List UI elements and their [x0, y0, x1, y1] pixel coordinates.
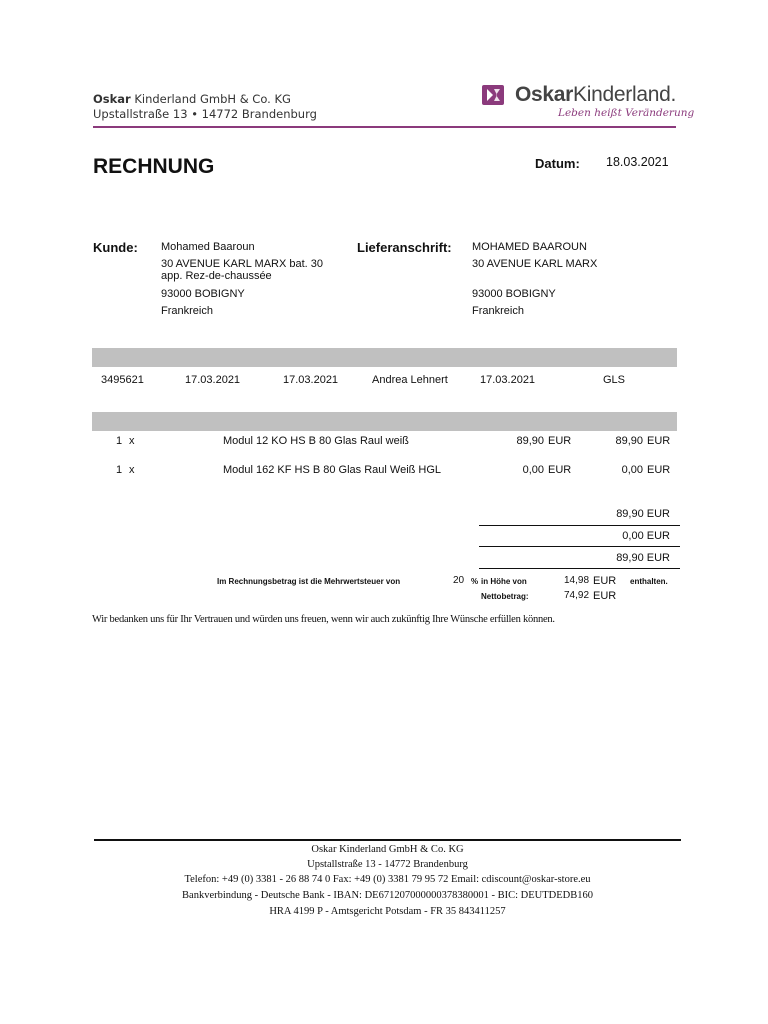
order-info-header-bar — [92, 348, 677, 367]
table-row — [0, 464, 768, 480]
footer-contact: Telefon: +49 (0) 3381 - 26 88 74 0 Fax: +49 (0) 3381 79 95 72 Email: cdiscount@oskar-store.eu — [184, 874, 591, 885]
vat-amount: 14,98 — [564, 575, 590, 586]
total-value: 89,90 EUR — [616, 552, 670, 564]
delivery-label: Lieferanschrift: — [357, 240, 452, 255]
item-x: x — [129, 435, 135, 447]
net-amount: 74,92 — [564, 590, 590, 601]
date-value: 18.03.2021 — [606, 155, 669, 169]
delivery-country: Frankreich — [472, 305, 524, 317]
net-label: Nettobetrag: — [481, 592, 529, 601]
item-total-currency: EUR — [647, 464, 671, 476]
vat-currency: EUR — [593, 575, 617, 587]
footer-bank: Bankverbindung - Deutsche Bank - IBAN: DE671207000000378380001 - BIC: DEUTDEDB160 — [182, 890, 593, 901]
customer-label: Kunde: — [93, 240, 138, 255]
delivery-street: 30 AVENUE KARL MARX — [472, 258, 598, 270]
footer-address: Upstallstraße 13 - 14772 Brandenburg — [307, 859, 468, 870]
delivery-name: MOHAMED BAAROUN — [472, 241, 587, 253]
logo-wordmark — [515, 83, 676, 107]
tax-enthalten: enthalten. — [630, 577, 668, 586]
header-divider — [93, 126, 676, 128]
tax-note-text: Im Rechnungsbetrag ist die Mehrwertsteuer von — [217, 577, 401, 586]
item-qty: 1 — [116, 464, 123, 476]
customer-name: Mohamed Baaroun — [161, 241, 255, 253]
order-date-1: 17.03.2021 — [185, 374, 241, 386]
order-carrier: GLS — [603, 374, 626, 386]
item-x: x — [129, 464, 135, 476]
sender-name-rest: Kinderland GmbH & Co. KG — [130, 92, 291, 106]
customer-city: 93000 BOBIGNY — [161, 288, 245, 300]
net-currency: EUR — [593, 590, 617, 602]
logo-word-rest: Kinderland. — [573, 83, 676, 106]
item-qty: 1 — [116, 435, 123, 447]
tax-in-hoehe: in Höhe von — [481, 577, 527, 586]
date-label: Datum: — [535, 156, 580, 171]
order-number: 3495621 — [101, 374, 144, 386]
footer-divider — [94, 839, 681, 841]
footer-company: Oskar Kinderland GmbH & Co. KG — [311, 844, 464, 855]
document-title: RECHNUNG — [93, 155, 215, 178]
shipping-value: 0,00 EUR — [622, 530, 670, 542]
item-total: 0,00 — [621, 464, 643, 476]
sender-company-name — [93, 92, 291, 106]
order-agent: Andrea Lehnert — [372, 374, 448, 386]
sender-name-bold: Oskar — [93, 92, 131, 106]
items-header-bar — [92, 412, 677, 431]
thank-you-note: Wir bedanken uns für Ihr Vertrauen und würden uns freuen, wenn wir auch zukünftig Ihre Wünsche erfüllen können. — [92, 614, 555, 625]
sender-address: Upstallstraße 13 • 14772 Brandenburg — [93, 107, 317, 121]
customer-street: 30 AVENUE KARL MARX bat. 30 — [161, 258, 324, 270]
totals-divider-2 — [479, 546, 680, 547]
item-description: Modul 162 KF HS B 80 Glas Raul Weiß HGL — [223, 464, 442, 476]
order-date-3: 17.03.2021 — [480, 374, 536, 386]
item-total: 89,90 — [615, 435, 643, 447]
item-total-currency: EUR — [647, 435, 671, 447]
item-unit-price: 0,00 — [522, 464, 544, 476]
totals-divider-3 — [479, 568, 680, 569]
footer-registry: HRA 4199 P - Amtsgericht Potsdam - FR 35 843411257 — [269, 906, 506, 917]
logo-word-bold: Oskar — [515, 83, 574, 106]
oskar-logo-icon — [482, 85, 504, 105]
table-row — [0, 435, 768, 451]
customer-street2: app. Rez-de-chaussée — [161, 270, 272, 282]
totals-divider-1 — [479, 525, 680, 526]
item-unit-currency: EUR — [548, 435, 572, 447]
order-date-2: 17.03.2021 — [283, 374, 339, 386]
customer-country: Frankreich — [161, 305, 213, 317]
delivery-city: 93000 BOBIGNY — [472, 288, 556, 300]
subtotal-value: 89,90 EUR — [616, 508, 670, 520]
tax-rate: 20 — [453, 575, 465, 586]
tax-percent-sign: % — [471, 577, 479, 586]
item-description: Modul 12 KO HS B 80 Glas Raul weiß — [223, 435, 409, 447]
item-unit-currency: EUR — [548, 464, 572, 476]
item-unit-price: 89,90 — [516, 435, 544, 447]
logo-tagline: Leben heißt Veränderung — [558, 107, 695, 119]
